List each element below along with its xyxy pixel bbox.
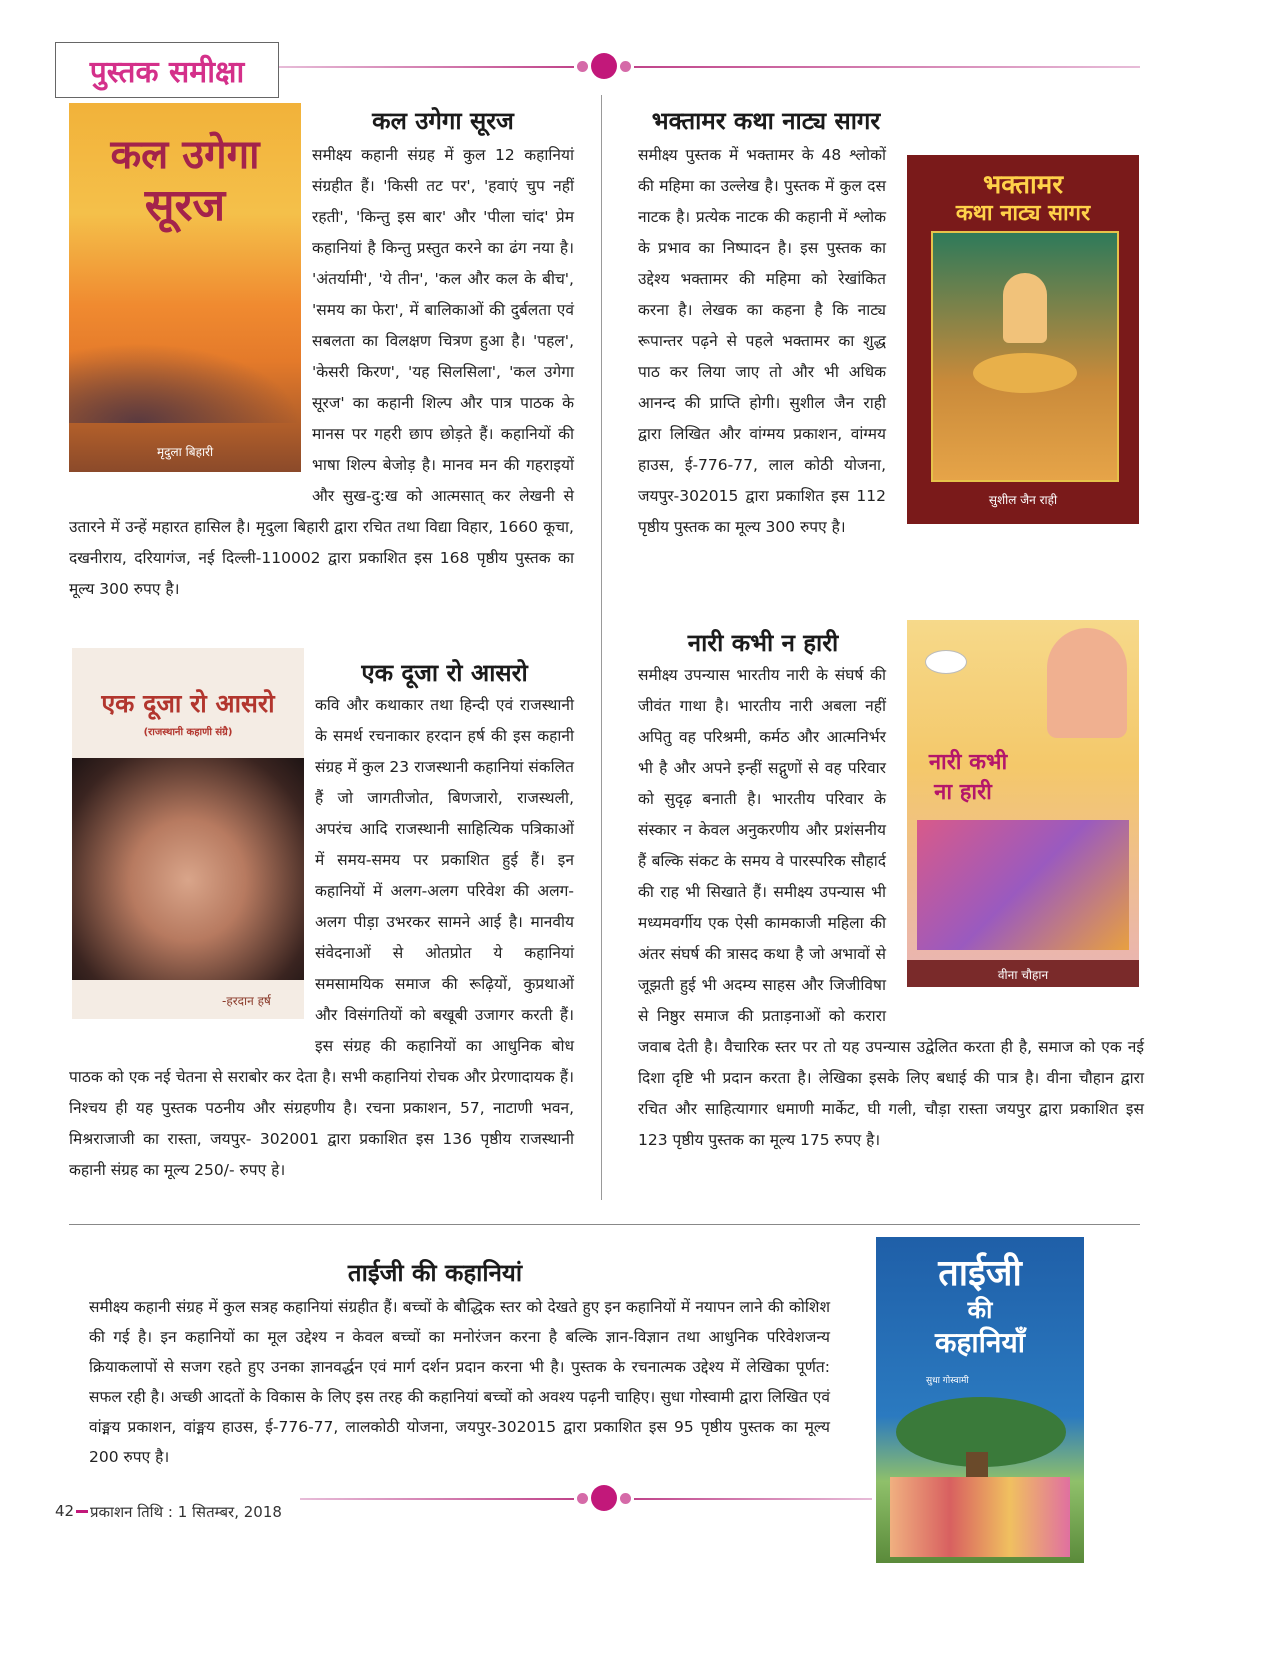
cover-illustration: [917, 820, 1129, 950]
cover-author: वीना चौहान: [997, 968, 1049, 982]
cover-title: कथा नाट्य सागर: [955, 201, 1091, 226]
section-divider: [69, 1224, 1140, 1225]
section-title: पुस्तक समीक्षा: [89, 54, 245, 90]
review-body: समीक्ष्य पुस्तक में भक्तामर के 48 श्लोकों की महिमा का उल्लेख है। पुस्तक में कुल दस नाटक है। प्रत्येक नाटक की कहानी में श्लोक के प्रभाव का निष्पादन है। इस पुस्तक का उद्देश्य भक्तामर की महिमा को रेखांकित करना है। लेखक का कहना है कि नाट्य रूपान्तर पढ़ने से पहले भक्तामर का शुद्ध पाठ कर लिया जाए तो और भी अधिक आनन्द की प्राप्ति होगी। सुशील जैन राही द्वारा लिखित और वांग्मय प्रकाशन, वांग्मय हाउस, ई-776-77, लाल कोठी योजना, जयपुर-302015 द्वारा प्रकाशित इस 112 पृष्ठीय पुस्तक का मूल्य 300 रुपए है।: [638, 146, 886, 536]
ornament-dot: [591, 53, 617, 79]
woman-figure: [1047, 628, 1127, 738]
cover-title: कल उगेगा: [110, 132, 260, 178]
pedestal: [973, 353, 1077, 393]
review-body: समीक्ष्य कहानी संग्रह में कुल 12 कहानियां संग्रहीत हैं। 'किसी तट पर', 'हवाएं चुप नहीं रहती', 'किन्तु इस बार' और 'पीला चांद' प्रेम कहानियां है किन्तु प्रस्तुत करने का ढंग नया है। 'अंतर्यामी', 'ये तीन', 'कल और कल के बीच', 'समय का फेरा', में बालिकाओं की दुर्बलता एवं सबलता का विलक्षण चित्रण हुआ है। 'पहल', 'केसरी किरण', 'यह सिलसिला', 'कल उगेगा सूरज' का कहानी शिल्प और पात्र पाठक के मानस पर गहरी छाप छोड़ते हैं। कहानियों की भाषा शिल्प बेजोड़ है। मानव मन की गहराइयों और सुख-दु:ख को आत्मसात् कर लेखनी से उतारने में उन्हें महारत हासिल है। मृदुला बिहारी द्वारा रचित तथा विद्या विहार, 1660 कूचा, दखनीराय, दरियागंज, नई दिल्ली-110002 द्वारा प्रकाशित इस 168 पृष्ठीय पुस्तक का मूल्य 300 रुपए है।: [69, 146, 574, 598]
ornament-dot: [620, 61, 631, 72]
review-title: भक्तामर कथा नाट्य सागर: [651, 107, 881, 135]
cover-author: -हरदान हर्ष: [222, 994, 271, 1008]
review-body: समीक्ष्य कहानी संग्रह में कुल सत्रह कहानियां संग्रहीत हैं। बच्चों के बौद्धिक स्तर को देखते हुए इन कहानियों में नयापन लाने की कोशिश की गई है। इन कहानियों का मूल उद्देश्य न केवल बच्चों का मनोरंजन करना है बल्कि ज्ञान-विज्ञान तथा आधुनिक परिवेशजन्य क्रियाकलापों से सजग रहते हुए उनका ज्ञानवर्द्धन एवं मार्ग दर्शन प्रदान करना भी है। पुस्तक के रचनात्मक उद्देश्य में लेखिका पूर्णत: सफल रही है। अच्छी आदतों के विकास के लिए इस तरह की कहानियां बच्चों को अवश्य पढ़नी चाहिए। सुधा गोस्वामी द्वारा लिखित एवं वांङ्मय प्रकाशन, वांङ्मय हाउस, ई-776-77, लालकोठी योजना, जयपुर-302015 द्वारा प्रकाशित इस 95 पृष्ठीय पुस्तक का मूल्य 200 रुपए है।: [89, 1298, 830, 1466]
review-text: [89, 1292, 830, 1472]
footer-rule-right: [634, 1498, 872, 1500]
cover-author: सुशील जैन राही: [988, 493, 1058, 507]
cover-title: कहानियाँ: [935, 1326, 1025, 1359]
book-cover-taiji-ki-kahaniyan: [876, 1237, 1084, 1563]
cover-title: की: [967, 1296, 993, 1324]
cover-author: सुधा गोस्वामी: [926, 1376, 969, 1386]
review-text: [69, 140, 574, 605]
ornament-dot: [591, 1485, 617, 1511]
cover-title: ना हारी: [934, 780, 992, 805]
deity-figure: [1003, 273, 1047, 343]
page-number: 42: [55, 1502, 75, 1520]
review-text: [69, 690, 574, 1186]
review-title: कल उगेगा सूरज: [372, 107, 514, 135]
cover-subtitle: (राजस्थानी कहाणी संग्रै): [143, 727, 233, 738]
cover-title: एक दूजा रो आसरो: [101, 689, 275, 718]
float-spacer: [69, 140, 312, 500]
header-rule-right: [634, 66, 1140, 68]
cover-illustration: [931, 231, 1119, 482]
review-body: कवि और कथाकार तथा हिन्दी एवं राजस्थानी के समर्थ रचनाकार हरदान हर्ष की इस कहानी संग्रह में कुल 23 राजस्थानी कहानियां संकलित हैं जो जागतीजोत, बिणजारो, राजस्थली, अपरंच आदि राजस्थानी साहित्यिक पत्रिकाओं में समय-समय पर प्रकाशित हुई हैं। इन कहानियों में अलग-अलग परिवेश की अलग-अलग पीड़ा उभरकर सामने आई है। मानवीय संवेदनाओं से ओतप्रोत ये कहानियां समसामयिक समाज की रूढ़ियों, कुप्रथाओं और विसंगतियों को बखूबी उजागर करती हैं। इस संग्रह की कहानियों का आधुनिक बोध पाठक को एक नई चेतना से सराबोर कर देता है। सभी कहानियां रोचक और प्रेरणादायक हैं। निश्चय ही यह पुस्तक पठनीय और संग्रहणीय है। रचना प्रकाशन, 57, नाटाणी भवन, मिश्रराजाजी का रास्ता, जयपुर- 302001 द्वारा प्रकाशित इस 136 पृष्ठीय राजस्थानी कहानी संग्रह का मूल्य 250/- रुपए हे।: [69, 696, 574, 1179]
ornament-dot: [577, 1493, 588, 1504]
publication-date: प्रकाशन तिथि : 1 सितम्बर, 2018: [90, 1503, 282, 1521]
cover-author: मृदुला बिहारी: [157, 445, 214, 459]
cover-title: ताईजी: [938, 1253, 1022, 1294]
float-spacer: [69, 690, 315, 1042]
header-rule-left: [279, 66, 574, 68]
column-divider: [601, 95, 602, 1200]
ornament-dot: [577, 61, 588, 72]
children-group: [890, 1477, 1070, 1557]
review-text: [638, 140, 886, 543]
review-title: ताईजी की कहानियां: [347, 1259, 523, 1287]
cover-title: सूरज: [144, 180, 226, 231]
dove-icon: [925, 650, 967, 674]
footer-arrow: [76, 1510, 88, 1513]
cover-title: नारी कभी: [928, 750, 1008, 775]
cover-title: भक्तामर: [983, 170, 1063, 200]
footer-rule-left: [300, 1498, 574, 1500]
review-body: समीक्ष्य उपन्यास भारतीय नारी के संघर्ष की जीवंत गाथा है। भारतीय नारी अबला नहीं अपितु वह परिश्रमी, कर्मठ और आत्मनिर्भर भी है और अपने इन्हीं सद्गुणों से वह परिवार को सुदृढ़ बनाती है। भारतीय परिवार के संस्कार न केवल अनुकरणीय और प्रशंसनीय हैं बल्कि संकट के समय वे पारस्परिक सौहार्द की राह भी सिखाते हैं। समीक्ष्य उपन्यास भी मध्यमवर्गीय एक ऐसी कामकाजी महिला की अंतर संघर्ष की त्रासद कथा है जो अभावों से जूझती हुई भी अदम्य साहस और जिजीविषा से निष्ठुर समाज की प्रताड़नाओं को करारा जवाब देती है। वैचारिक स्तर पर तो यह उपन्यास उद्वेलित करता ही है, समाज को एक नई दिशा दृष्टि भी प्रदान करता है। लेखिका इसके लिए बधाई की पात्र है। वीना चौहान द्वारा रचित और साहित्यागार धमाणी मार्केट, घी गली, चौड़ा रास्ता जयपुर द्वारा प्रकाशित इस 123 पृष्ठीय पुस्तक का मूल्य 175 रुपए है।: [638, 666, 1144, 1149]
book-cover-nari-kabhi-na-hari: [907, 620, 1139, 987]
book-cover-bhaktamar: [907, 155, 1139, 524]
review-title: नारी कभी न हारी: [687, 629, 839, 657]
section-header-box: [55, 42, 279, 98]
review-title: एक दूजा रो आसरो: [361, 659, 528, 687]
ornament-dot: [620, 1493, 631, 1504]
